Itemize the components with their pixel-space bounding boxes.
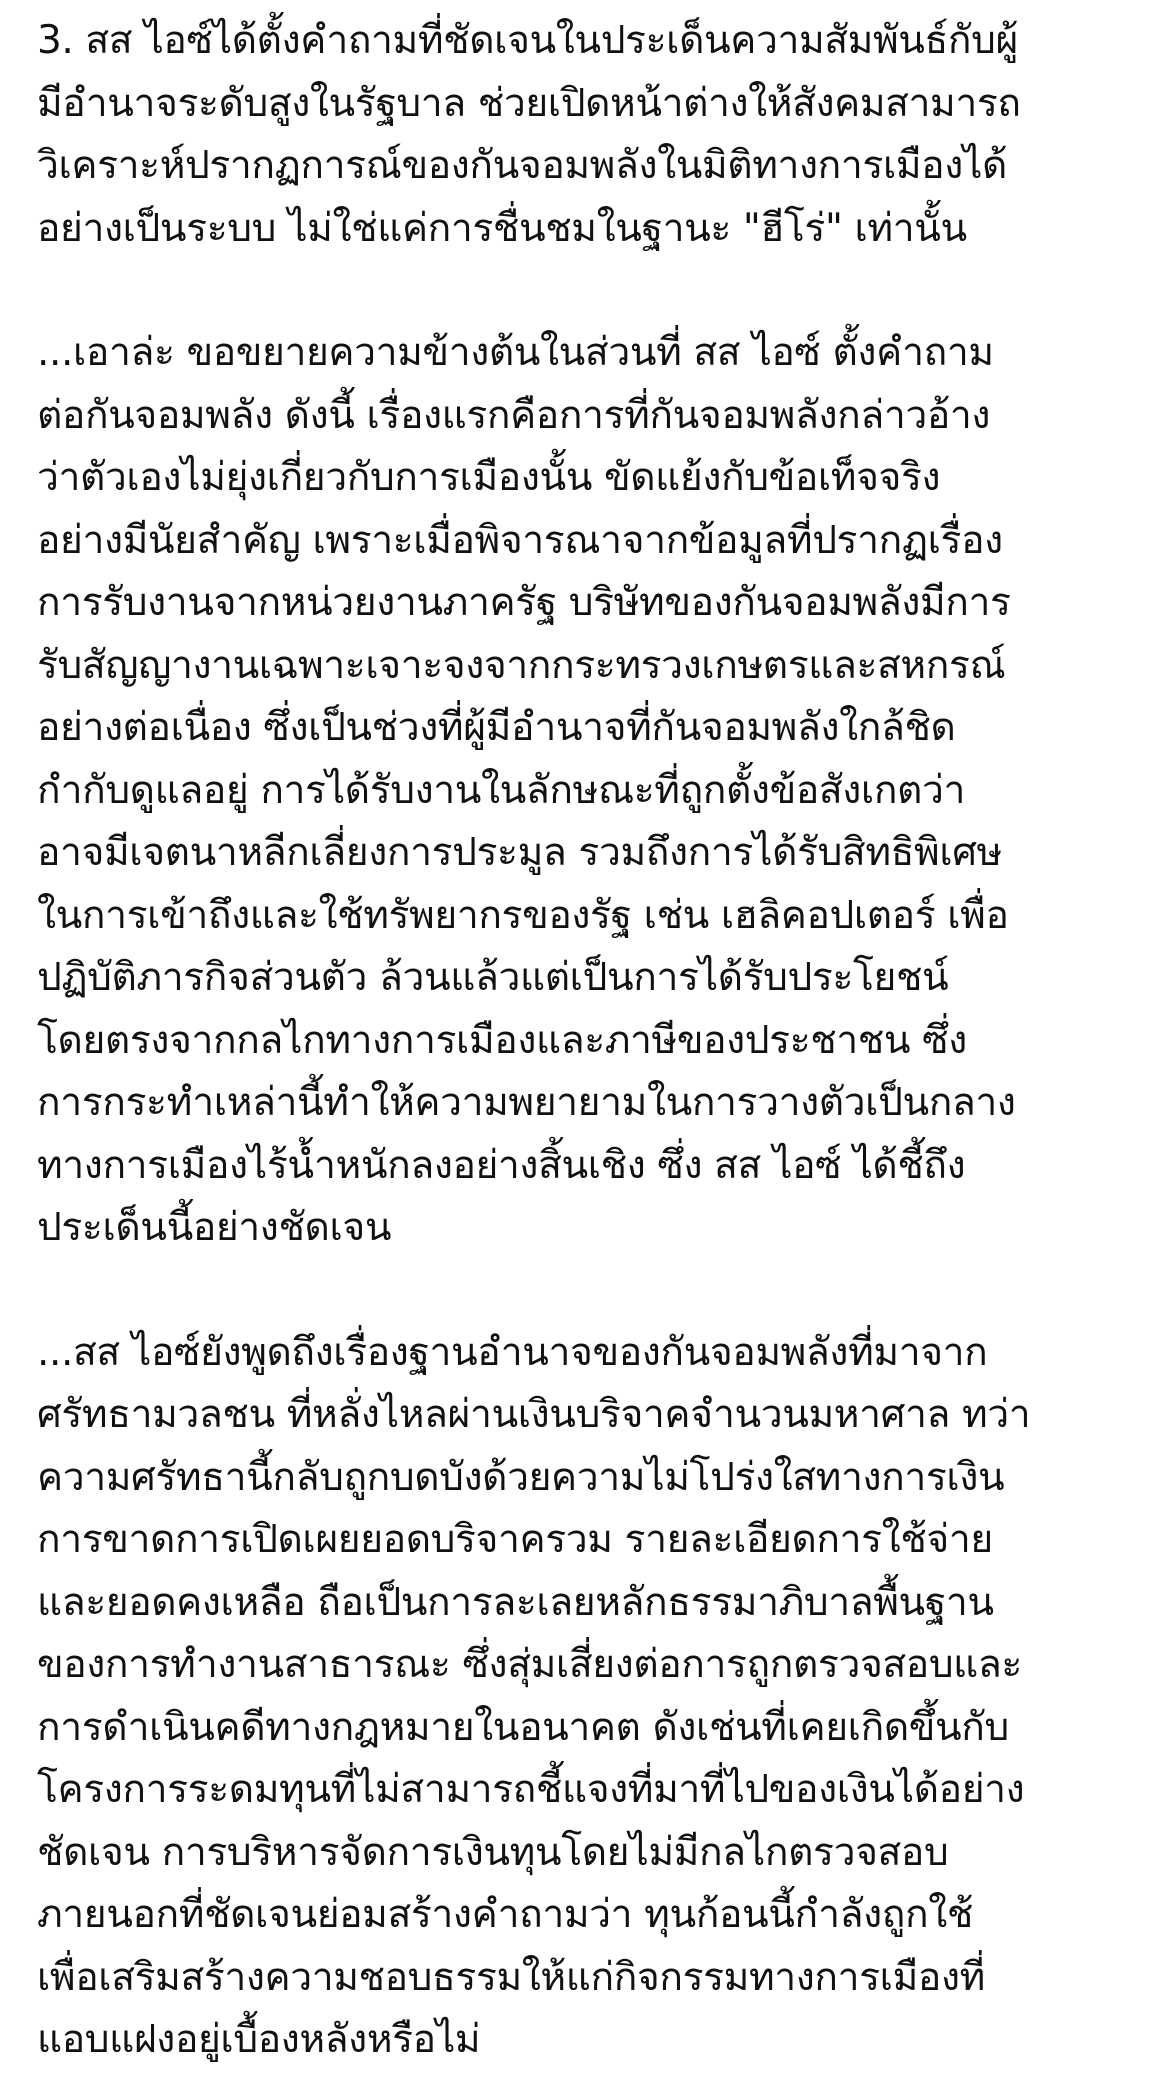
text-line: 3. สส ไอซ์ได้ตั้งคำถามที่ชัดเจนในประเด็นความสัมพันธ์กับผู้: [37, 18, 1018, 63]
text-line: การดำเนินคดีทางกฎหมายในอนาคต ดังเช่นที่เคยเกิดขึ้นกับ: [37, 1704, 1009, 1750]
text-line: ...สส ไอซ์ยังพูดถึงเรื่องฐานอำนาจของกันจอมพลังที่มาจาก: [37, 1329, 988, 1375]
paragraph-spacer: [37, 1260, 1147, 1322]
text-line: มีอำนาจระดับสูงในรัฐบาล ช่วยเปิดหน้าต่างให้สังคมสามารถ: [37, 80, 1021, 126]
text-line: การขาดการเปิดเผยยอดบริจาครวม รายละเอียดการใช้จ่าย: [37, 1517, 993, 1562]
paragraph-3: [37, 1322, 1147, 2072]
text-line: การกระทำเหล่านี้ทำให้ความพยายามในการวางตัวเป็นกลาง: [37, 1080, 1016, 1125]
text-line: อย่างเป็นระบบ ไม่ใช่แค่การชื่นชมในฐานะ "ฮีโร่" เท่านั้น: [37, 205, 967, 251]
text-line: เพื่อเสริมสร้างความชอบธรรมให้แก่กิจกรรมทางการเมืองที่: [37, 1954, 985, 2000]
text-line: ในการเข้าถึงและใช้ทรัพยากรของรัฐ เช่น เฮลิคอปเตอร์ เพื่อ: [37, 892, 1009, 938]
text-line: ประเด็นนี้อย่างชัดเจน: [37, 1205, 392, 1250]
text-line: อย่างมีนัยสำคัญ เพราะเมื่อพิจารณาจากข้อมูลที่ปรากฏเรื่อง: [37, 517, 1003, 563]
post-text-body: [37, 10, 1147, 2072]
text-line: วิเคราะห์ปรากฏการณ์ของกันจอมพลังในมิติทางการเมืองได้: [37, 143, 1007, 188]
paragraph-container: [37, 10, 1147, 2072]
paragraph-2: [37, 322, 1147, 1260]
text-line: ศรัทธามวลชน ที่หลั่งไหลผ่านเงินบริจาคจำนวนมหาศาล ทว่า: [37, 1392, 1031, 1437]
text-line: ของการทำงานสาธารณะ ซึ่งสุ่มเสี่ยงต่อการถูกตรวจสอบและ: [37, 1642, 1022, 1687]
text-line: และยอดคงเหลือ ถือเป็นการละเลยหลักธรรมาภิบาลพื้นฐาน: [37, 1579, 994, 1625]
text-line: ว่าตัวเองไม่ยุ่งเกี่ยวกับการเมืองนั้น ขัดแย้งกับข้อเท็จจริง: [37, 455, 941, 500]
text-line: รับสัญญางานเฉพาะเจาะจงจากกระทรวงเกษตรและสหกรณ์: [37, 642, 1006, 688]
text-line: การรับงานจากหน่วยงานภาครัฐ บริษัทของกันจอมพลังมีการ: [37, 580, 1011, 625]
text-line: ทางการเมืองไร้น้ำหนักลงอย่างสิ้นเชิง ซึ่ง สส ไอซ์ ได้ชี้ถึง: [37, 1142, 966, 1188]
paragraph-spacer: [37, 260, 1147, 322]
text-line: ภายนอกที่ชัดเจนย่อมสร้างคำถามว่า ทุนก้อนนี้กำลังถูกใช้: [37, 1892, 973, 1937]
paragraph-1: [37, 10, 1147, 260]
text-line: อย่างต่อเนื่อง ซึ่งเป็นช่วงที่ผู้มีอำนาจที่กันจอมพลังใกล้ชิด: [37, 705, 956, 750]
text-line: โดยตรงจากกลไกทางการเมืองและภาษีของประชาชน ซึ่ง: [37, 1017, 967, 1063]
text-line: ความศรัทธานี้กลับถูกบดบังด้วยความไม่โปร่งใสทางการเงิน: [37, 1454, 1005, 1500]
text-line: ต่อกันจอมพลัง ดังนี้ เรื่องแรกคือการที่กันจอมพลังกล่าวอ้าง: [37, 392, 990, 438]
text-line: โครงการระดมทุนที่ไม่สามารถชี้แจงที่มาที่ไปของเงินได้อย่าง: [37, 1767, 1025, 1812]
text-line: ชัดเจน การบริหารจัดการเงินทุนโดยไม่มีกลไกตรวจสอบ: [37, 1829, 949, 1875]
text-line: แอบแฝงอยู่เบื้องหลังหรือไม่: [37, 2017, 481, 2062]
text-line: ปฏิบัติภารกิจส่วนตัว ล้วนแล้วแต่เป็นการได้รับประโยชน์: [37, 955, 949, 1000]
text-line: ...เอาล่ะ ขอขยายความข้างต้นในส่วนที่ สส ไอซ์ ตั้งคำถาม: [37, 330, 994, 375]
text-line: กำกับดูแลอยู่ การได้รับงานในลักษณะที่ถูกตั้งข้อสังเกตว่า: [37, 767, 965, 813]
text-line: อาจมีเจตนาหลีกเลี่ยงการประมูล รวมถึงการได้รับสิทธิพิเศษ: [37, 830, 1002, 875]
